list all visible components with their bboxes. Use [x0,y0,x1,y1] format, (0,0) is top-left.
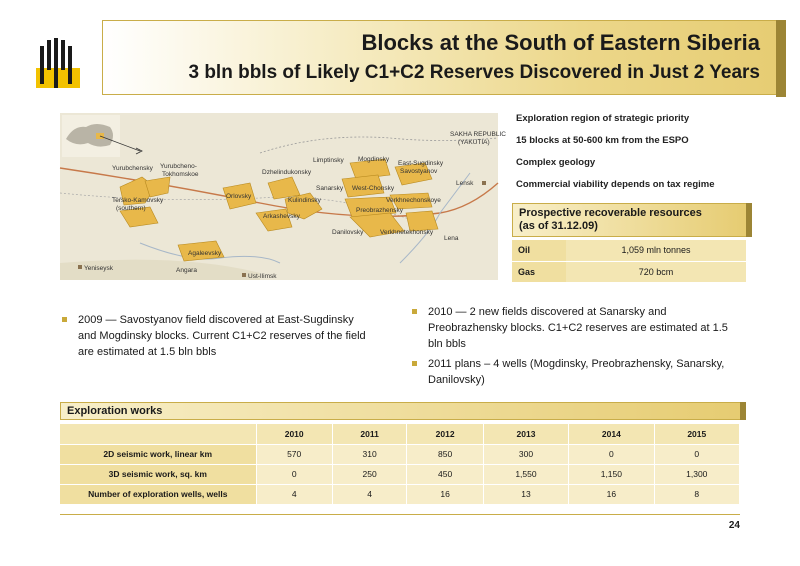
page-title: Blocks at the South of Eastern Siberia [361,30,760,55]
bullet-text: 2010 — 2 new fields discovered at Sanarsky and Preobrazhensky blocks. C1+C2 reserves are estimated at 1.5 bln bbls [428,306,728,350]
table-corner [60,424,256,444]
map-label-west-chonsky: West-Chonsky [352,185,395,192]
table-cell: 1,150 [569,464,654,484]
map-label-southern: (southern) [116,205,146,212]
table-cell: 300 [483,444,568,464]
year-header: 2011 [332,424,407,444]
map-label-ust-ilimsk: Ust-Ilimsk [248,273,277,280]
map-label-angara: Angara [176,267,197,274]
table-cell: 1,300 [654,464,739,484]
table-cell: 16 [569,484,654,504]
list-item [412,304,732,352]
table-cell: 0 [654,444,739,464]
year-header: 2012 [407,424,483,444]
resources-title-line1: Prospective recoverable resources [519,207,702,219]
bullet-text: 2011 plans – 4 wells (Mogdinsky, Preobrazhensky, Sanarsky, Danilovsky) [428,358,725,386]
map-label-mogdinsky: Mogdinsky [358,156,390,163]
bullet-icon [412,309,417,314]
table-cell: 4 [332,484,407,504]
map-label-dzhelindukonsky: Dzhelindukonsky [262,169,312,176]
map-label-lensk: Lensk [456,180,474,187]
table-row [60,484,740,504]
map-label-yurubcheno: Yurubcheno- [160,163,197,170]
row-label: 3D seismic work, sq. km [60,464,256,484]
table-row [512,240,746,261]
table-cell: 8 [654,484,739,504]
table-cell: 310 [332,444,407,464]
table-cell: 0 [569,444,654,464]
list-item [412,356,732,388]
resource-label: Oil [512,240,566,261]
year-header: 2015 [654,424,739,444]
page-number: 24 [728,520,740,531]
table-cell: 570 [256,444,332,464]
works-table [60,424,740,505]
map-label-kulindinsky: Kulindinsky [288,197,321,204]
priority-item: Commercial viability depends on tax regime [516,179,715,190]
table-row [60,464,740,484]
list-item [62,312,372,360]
resource-value: 1,059 mln tonnes [566,240,746,261]
map-label-east-sugdinsky: East-Sugdinsky [398,160,444,167]
year-header: 2013 [483,424,568,444]
map-label-sanarsky: Sanarsky [316,185,344,192]
map-label-verkhnetekhonsky: Verkhnetekhonsky [380,229,434,236]
table-cell: 0 [256,464,332,484]
table-cell: 4 [256,484,332,504]
row-label: 2D seismic work, linear km [60,444,256,464]
table-header-row [60,424,740,444]
map-label-arkashevsky: Arkashevsky [263,213,300,220]
resources-table [512,240,746,283]
bullet-icon [412,361,417,366]
map-label-verkhnechonskoye: Verkhnechonskoye [386,197,441,204]
table-cell: 1,550 [483,464,568,484]
resource-label: Gas [512,261,566,282]
map-label-terskoe: Tersko-Kamovsky [112,197,164,204]
map-label-limptinsky: Limptinsky [313,157,344,164]
table-cell: 850 [407,444,483,464]
works-title: Exploration works [67,405,163,417]
map-label-yeniseysk: Yeniseysk [84,265,114,272]
table-cell: 13 [483,484,568,504]
table-cell: 450 [407,464,483,484]
year-header: 2014 [569,424,654,444]
map-label-tokhomskoe: Tokhomskoe [162,171,199,178]
resources-title-line2: (as of 31.12.09) [519,220,598,232]
map-label-sakha: SAKHA REPUBLIC [450,131,506,138]
priority-item: Complex geology [516,157,596,168]
table-row [512,261,746,282]
blocks-map [60,113,506,280]
table-row [60,444,740,464]
page-subtitle: 3 bln bbls of Likely C1+C2 Reserves Discovered in Just 2 Years [188,62,760,83]
map-label-yurubchensky: Yurubchensky [112,165,153,172]
priority-item: Exploration region of strategic priority [516,113,690,124]
bullets-left [62,312,372,364]
bullet-icon [62,317,67,322]
map-label-lena: Lena [444,235,459,242]
map-label-preobrazhensky: Preobrazhensky [356,207,403,214]
rosneft-logo [36,38,80,88]
priority-item: 15 blocks at 50-600 km from the ESPO [516,135,689,146]
table-cell: 250 [332,464,407,484]
bullet-text: 2009 — Savostyanov field discovered at East-Sugdinsky and Mogdinsky blocks. Current C1+C2 reserves of the field are estimated at 1.5 bln bbls [78,314,366,358]
bullets-right [412,304,732,392]
resources-title [519,207,702,233]
map-label-agaleevsky: Agaleevsky [188,250,222,257]
map-label-yakutia: (YAKUTIA) [458,139,490,146]
table-cell: 16 [407,484,483,504]
map-label-savostyanov: Savostyanov [400,168,438,175]
row-label: Number of exploration wells, wells [60,484,256,504]
resources-header [512,203,746,237]
priority-list [516,113,786,201]
footer-divider [60,514,740,515]
works-header [60,402,740,420]
map-label-orlovsky: Orlovsky [226,193,252,200]
map-label-danilovsky: Danilovsky [332,229,364,236]
year-header: 2010 [256,424,332,444]
resource-value: 720 bcm [566,261,746,282]
